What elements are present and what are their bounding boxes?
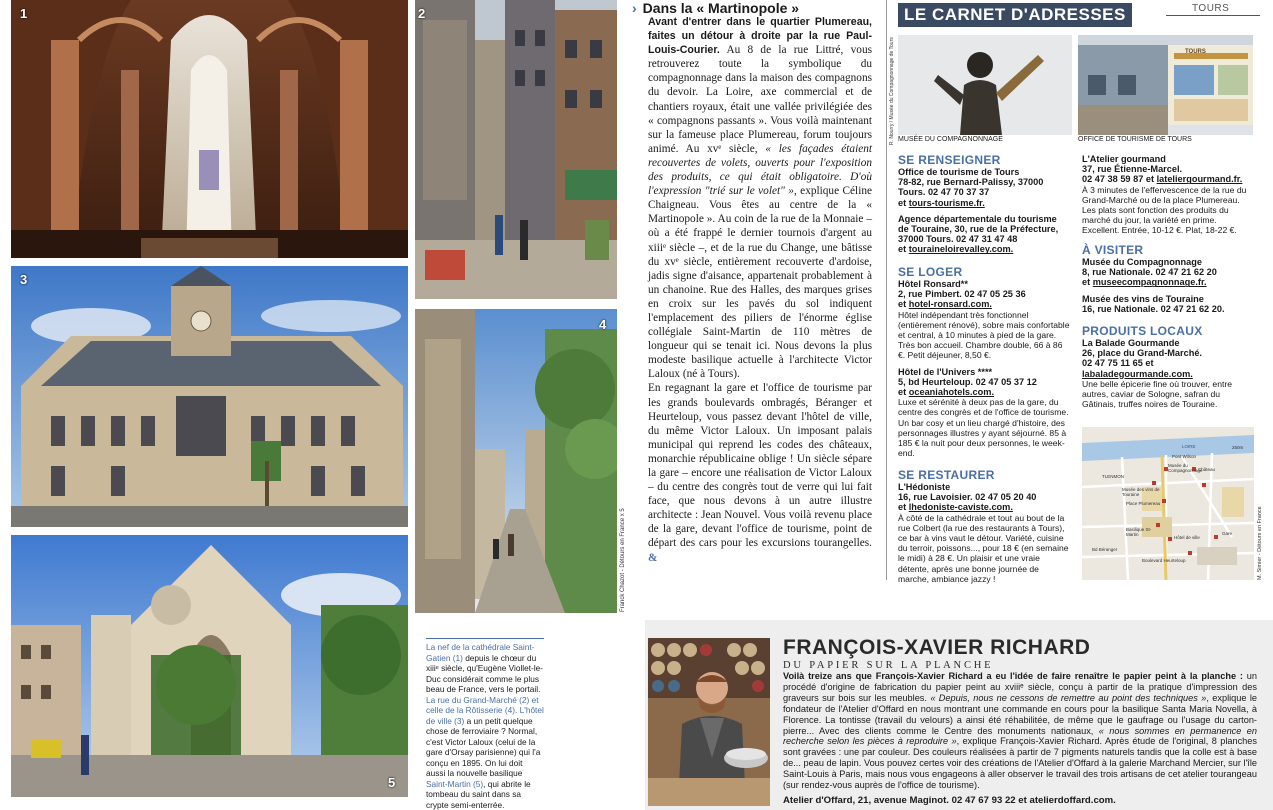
narrow-street-image — [415, 309, 617, 613]
address-name: La Balade Gourmande — [1082, 338, 1180, 348]
map-label: Gare — [1222, 531, 1233, 536]
address-name: Hôtel de l'Univers **** — [898, 366, 993, 377]
address-line: 5, bd Heurteloup. 02 47 05 37 12 — [898, 376, 1037, 387]
map-label: TLENMON — [1102, 474, 1125, 479]
map-label: Hôtel de ville — [1174, 535, 1200, 540]
photo-credit: Franck Chazot - Détours en France x 5 — [620, 508, 626, 612]
address-line: 02 47 75 11 65 et — [1082, 358, 1154, 369]
column-divider — [886, 0, 887, 580]
street-image — [415, 0, 617, 299]
caption-text-2: a un petit quelque chose de ferroviaire ? Normal, c'est Victor Laloux (celui de la gare d'Orsay parisienne) qui l'a conçu en 1895. On lui doit aussi la nouvelle basilique — [426, 715, 541, 778]
section-heading: SE LOGER — [898, 265, 963, 279]
map-label: Musée du Compagnonnage — [1168, 463, 1203, 473]
address-name: Hôtel Ronsard** — [898, 279, 968, 289]
website-link[interactable]: touraineloirevalley.com. — [908, 244, 1014, 255]
tours-map — [1082, 427, 1254, 580]
chevron-right-icon: › — [632, 0, 637, 16]
address-line: 37, rue Étienne-Marcel. — [1082, 164, 1183, 175]
photo-number: 5 — [388, 775, 396, 790]
feature-quote: « nous sommes en permanence en recherche selon les pièces à reproduire » — [783, 725, 1257, 747]
town-hall-image — [11, 266, 408, 527]
feature-body: Voilà treize ans que François-Xavier Richard a eu l'idée de faire renaître le papier peint à la planche : un procédé d'origine de fabrication du papier peint au xviiiᵉ siècle, conçu à partir de la pratique d'impression des graveurs sur bois sur les meubles. « Depuis, nous ne cessons de remettre au point des techniques », explique le fondateur de l'Atelier d'Offard en nous montrant une commande en cours pour la basilique Santa Maria Novella, à Florence. La tontisse (travail du velours) a ainsi été réhabilitée, de même que le gaufrage ou l'usage du carton-pierre... Avec des clients comme le Centre des monuments nationaux, « nous sommes en permanence en recherche selon les pièces à reproduire », explique François-Xavier Richard. Après étude de l'original, 8 planches sont gravées : une par couleur. Des couleurs réalisées à partir de 7 pigments naturels tandis que la colle est à base de... peau de lapin. Vous pouvez certes voir des créations de l'Atelier d'Offard à la galerie Marchand Mercier, sur l'île Saint-Louis à Paris, mais nous vous engageons à aller observer le travail des trois artisans de cet atelier tourangeau (sur rendez-vous auprès de l'office de tourisme). — [783, 671, 1257, 791]
photo-basilique-saint-martin — [11, 535, 408, 797]
thumb-caption: MUSÉE DU COMPAGNONNAGE — [898, 136, 1003, 143]
statue-image — [898, 35, 1072, 135]
city-tag-rule — [1166, 15, 1260, 16]
section-heading: PRODUITS LOCAUX — [1082, 324, 1203, 338]
map-label: Place Plumereau — [1126, 501, 1161, 506]
article-paragraph: Avant d'entrer dans le quartier Plumereau, faites un détour à droite par la rue Paul-Louis-Courier. Au 8 de la rue Littré, vous retrouverez toute la symbolique du compagnonnage dans la maison des compagnons du devoir. La Loire, axe commercial et de chantiers royaux, était une vallée privilégiée des « compagnons passants ». Vous voilà maintenant sur la fameuse place Plumereau, forum toujours animé. Au xvᵉ siècle, « les façades étaient recouvertes de volets, ouverts pour l'exposition des produits, ce qui était obligatoire. D'où l'expression "trié sur le volet" », explique Céline Chaigneau. Vous êtes au centre de la « Martinopole ». Au coin de la rue de la Monnaie – où a été frappé le dernier tournois d'argent au xiiiᵉ siècle –, et de la rue du Change, une bâtisse du xvᵉ siècle, entièrement recouverte d'ardoise, jadis signe d'aisance, appartenait probablement à un chanoine. Rue des Halles, des marques grises en croix sur les pavés du sol indiquent l'emplacement des piliers de l'énorme église collégiale Saint-Martin de 110 mètres de longueur qui se tenait ici. Nous devons la plus modeste basilique actuelle à l'architecte Victor Laloux (né à Tours). — [648, 16, 873, 381]
address-name: Musée du Compagnonnage — [1082, 257, 1202, 267]
map-label: Basilique St-Martin — [1126, 527, 1152, 537]
address-line: 26, place du Grand-Marché. — [1082, 348, 1202, 359]
tourism-office-image — [1078, 35, 1253, 135]
photo-number: 3 — [20, 272, 28, 287]
section-visiter: À VISITER Musée du Compagnonnage 8, rue Nationale. 02 47 21 62 20 et museecompagnonnage.fr. Musée des vins de Touraine 16, rue Nationale. 02 47 21 62 20. — [1082, 243, 1254, 314]
address-description: À côté de la cathédrale et tout au bout de la rue Colbert (la rue des restaurants à Tours), ce bar à vins vaut le détour. Variété, cuisine du terroir, poissons..., pour 18 € (en semaine le midi) à 28 €. Un plaisir et une vraie détente, après une bonne journée de marche, ambiance jazzy ! — [898, 512, 1069, 584]
website-link[interactable]: tours-tourisme.fr. — [908, 197, 985, 208]
address-line: 16, rue Lavoisier. 02 47 05 20 40 — [898, 492, 1037, 503]
photo-cathedral-nave — [11, 0, 408, 258]
section-restaurer: SE RESTAURER L'Hédoniste 16, rue Lavoisier. 02 47 05 20 40 et lhedoniste-caviste.com. À côté de la cathédrale et tout au bout de la rue Colbert (la rue des restaurants à Tours), ce bar à vins vaut le détour. Variété, cuisine du terroir, poissons..., pour 18 € (en semaine le midi) à 28 €. Un plaisir et une vraie détente, après une bonne journée de marche, ambiance jazzy ! — [898, 468, 1069, 584]
address-line: 16, rue Nationale. 02 47 21 62 20. — [1082, 303, 1225, 314]
address-name: Agence départementale du tourisme de Touraine, — [898, 213, 1057, 235]
caption-text-1: depuis le chœur du xiiiᵉ siècle, qu'Eugène Viollet-le-Duc considérait comme le plus beau de France, vers le portail. — [426, 652, 544, 694]
feature-lead: Voilà treize ans que François-Xavier Richard a eu l'idée de faire renaître le papier peint à la planche : — [783, 671, 1243, 681]
website-link[interactable]: lhedoniste-caviste.com. — [908, 502, 1013, 513]
article-lead: Avant d'entrer dans le quartier Plumereau, faites un détour à droite par la rue Paul-Louis-Courier. — [648, 16, 872, 57]
photo-hotel-de-ville — [11, 266, 408, 527]
map-label: Musée des vins de Touraine — [1122, 487, 1160, 497]
photo-number: 2 — [418, 6, 426, 21]
address-line: 78-82, rue Bernard-Palissy, 37000 Tours. 02 47 70 37 37 — [898, 177, 1044, 198]
photo-francois-xavier-richard — [648, 638, 770, 806]
section-produits — [1082, 324, 1254, 409]
city-tag: TOURS — [1192, 3, 1230, 14]
photo-rue-rotisserie — [415, 309, 617, 613]
address-description: À 3 minutes de l'effervescence de la rue du Grand-Marché ou de la place Plumereau. Les plats sont fonction des produits du marché du jour, la variété en prime. Excellent. Entrée, 10-12 €. Plat, 18-22 €. — [1082, 184, 1247, 236]
section-heading: SE RENSEIGNER — [898, 153, 1001, 167]
caption-text-3: , qui abrite le tombeau du saint dans sa crypte semi-enterrée. — [426, 778, 531, 810]
basilica-image — [11, 535, 408, 797]
caption-title-3: L'hôtel de ville (3) — [426, 705, 544, 726]
cathedral-nave-image — [11, 0, 408, 258]
address-name: L'Atelier gourmand — [1082, 154, 1166, 164]
photo-number: 1 — [20, 6, 28, 21]
map-label: Pont Wilson — [1172, 454, 1197, 459]
feature-quote: « Depuis, nous ne cessons de remettre au point des techniques » — [930, 692, 1207, 703]
feature-title: FRANÇOIS-XAVIER RICHARD — [783, 636, 1091, 659]
map-label: LOIRE — [1182, 444, 1196, 449]
feature-address: Atelier d'Offard, 21, avenue Maginot. 02 47 67 93 22 et atelierdoffard.com. — [783, 795, 1116, 806]
thumb-caption: OFFICE DE TOURISME DE TOURS — [1078, 136, 1192, 143]
section-loger: SE LOGER Hôtel Ronsard** 2, rue Pimbert. 02 47 05 25 36 et hotel-ronsard.com. Hôtel indépendant très fonctionnel (entièrement rénové), sobre mais confortable et central, à 10 minutes à pied de la gare. Très bon accueil. Chambre double, 66 à 86 €. Petit déjeuner, 8,50 €. Hôtel de l'Univers **** 5, bd Heurteloup. 02 47 05 37 12 et oceaniahotels.com. Luxe et sérénité à deux pas de la gare, du centre des congrès et de l'office de tourisme. Un bar cosy et un lieu chargé d'histoire, des personnages illustres y ayant séjourné. 85 à 185 € la nuit pour deux personnes, le week-end. — [898, 265, 1070, 459]
photo-rue-grand-marche — [415, 0, 617, 299]
feature-subtitle: DU PAPIER SUR LA PLANCHE — [783, 660, 994, 671]
address-description: Une belle épicerie fine où trouver, entre autres, caviar de Sologne, safran du Gâtinais, truffes noires de Touraine. — [1082, 378, 1233, 410]
map-scale: 250m — [1232, 445, 1244, 450]
end-mark: & — [648, 551, 658, 564]
caption-title-2: La rue du Grand-Marché (2) et celle de la Rôtisserie (4). — [426, 694, 539, 715]
carnet-title: LE CARNET D'ADRESSES — [898, 3, 1132, 27]
photo-number: 4 — [599, 317, 607, 332]
tourism-sign: TOURS — [1185, 49, 1206, 55]
address-name: L'Hédoniste — [898, 482, 951, 492]
section-heading: SE RESTAURER — [898, 468, 995, 482]
thumb-musee-compagnonnage — [898, 35, 1072, 135]
section-renseigner: SE RENSEIGNER Office de tourisme de Tours 78-82, rue Bernard-Palissy, 37000 Tours. 02 47 70 37 37 et tours-tourisme.fr. Agence départementale du tourisme de Touraine, 30, rue de la Préfecture, 37000 Tours. 02 47 31 47 48 et touraineloirevalley.com. — [898, 153, 1070, 255]
address-line: 2, rue Pimbert. 02 47 05 25 36 — [898, 289, 1026, 300]
caption-title-1: La nef de la cathédrale Saint-Gatien (1) — [426, 642, 535, 663]
map-label: Château — [1198, 467, 1216, 472]
article-paragraph: En regagnant la gare et l'office de tourisme par les grands boulevards ombragés, Béranger et Heurteloup, vous passez devant l'hôtel de ville, du même Victor Laloux. Un imposant palais municipal qui reprend les codes des châteaux, monarchie républicaine oblige ! Un siècle sépare la gare – encore une réalisation de Victor Laloux – du centre des congrès tout de verre qui lui fait face, que nous devons à un autre illustre architecte : Jean Nouvel. Vous voilà revenu place de la gare, devant l'office de tourisme, point de départ des cars pour les excursions tourangelles. & — [648, 382, 872, 564]
address-name: Musée des vins de Touraine — [1082, 293, 1204, 304]
caption-rule — [426, 638, 544, 639]
website-link[interactable]: lateliergourmand.fr. — [1156, 174, 1243, 185]
section-heading: À VISITER — [1082, 243, 1144, 257]
website-link[interactable]: labaladegourmande.com. — [1082, 368, 1193, 379]
article-heading: › Dans la « Martinopole » — [632, 0, 800, 16]
address-description: Hôtel indépendant très fonctionnel (entièrement rénové), sobre mais confortable et central, à 10 minutes à pied de la gare. Très bon accueil. Chambre double, 66 à 86 €. Petit déjeuner, 8,50 €. — [898, 309, 1070, 361]
section-gourmand: L'Atelier gourmand 37, rue Étienne-Marcel. 02 47 38 59 87 et lateliergourmand.fr. À 3 minutes de l'effervescence de la rue du Grand-Marché ou de la place Plumereau. Les plats sont fonction des produits du marché du jour, la variété en prime. Excellent. Entrée, 10-12 €. Plat, 18-22 €. — [1082, 154, 1254, 236]
artisan-image — [648, 638, 770, 806]
photo-caption — [426, 642, 544, 810]
map-label: Bd Béranger — [1092, 547, 1118, 552]
caption-title-4: Saint-Martin (5) — [426, 778, 484, 789]
website-link[interactable]: museecompagnonnage.fr. — [1092, 277, 1207, 288]
article-quote: « les façades étaient recouvertes de volets, ouverts pour l'exposition des produits, ce qui était obligatoire. D'où l'expression "trié sur le volet" » — [648, 142, 873, 198]
map-credit: M. Simier - Détours en France — [1257, 506, 1263, 580]
address-line: 8, rue Nationale. 02 47 21 62 20 — [1082, 267, 1217, 278]
website-link[interactable]: hotel-ronsard.com. — [908, 299, 992, 310]
website-link[interactable]: oceaniahotels.com. — [908, 387, 995, 398]
thumb-office-tourisme — [1078, 35, 1253, 135]
article-body — [648, 15, 872, 565]
address-name: Office de tourisme de Tours — [898, 167, 1020, 177]
address-description: Luxe et sérénité à deux pas de la gare, du centre des congrès et de l'office de tourisme. Un bar cosy et un lieu chargé d'histoire, des personnages illustres y ayant séjourné. 85 à 185 € la nuit pour deux personnes, le week-end. — [898, 397, 1069, 459]
map-label: Boulevard Heurteloup — [1142, 558, 1186, 563]
thumb-credit: R. Nourry / Musée du Compagnonnage de Tours — [889, 37, 895, 145]
